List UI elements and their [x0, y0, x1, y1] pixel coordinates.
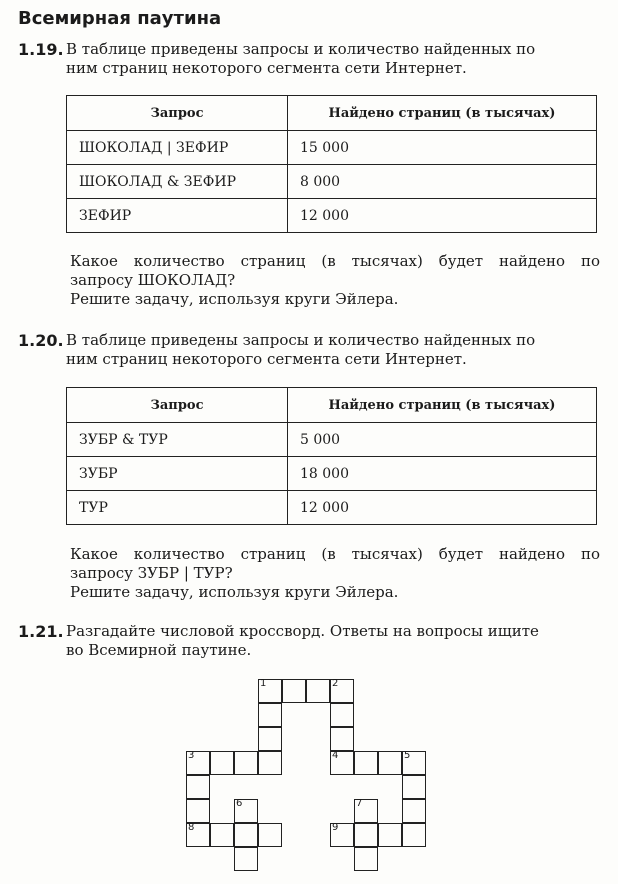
problem-text: [66, 622, 603, 660]
crossword-clue-number: 3: [188, 750, 195, 761]
problem-text: [66, 40, 603, 78]
crossword-clue-number: 9: [332, 822, 339, 833]
crossword-clue-number: 5: [404, 750, 411, 761]
crossword-cell: [234, 847, 258, 871]
query-cell: ЗУБР & ТУР: [67, 423, 288, 457]
count-cell: 5 000: [288, 423, 597, 457]
count-cell: 12 000: [288, 199, 597, 233]
crossword-cell: [234, 799, 258, 823]
crossword-cell: [234, 751, 258, 775]
crossword-cell: [282, 679, 306, 703]
crossword-cell: [330, 823, 354, 847]
crossword-cell: [186, 799, 210, 823]
table-row: [67, 457, 597, 491]
crossword-cell: [354, 751, 378, 775]
table-row: [67, 165, 597, 199]
table-row: [67, 131, 597, 165]
count-cell: 18 000: [288, 457, 597, 491]
count-cell: 15 000: [288, 131, 597, 165]
problem-line: ним страниц некоторого сегмента сети Интернет.: [66, 59, 467, 77]
problem-line: Разгадайте числовой кроссворд. Ответы на вопросы ищите: [66, 622, 539, 640]
crossword-clue-number: 6: [236, 798, 243, 809]
problem-1-20: [18, 331, 603, 602]
question-line: запросу ЗУБР | ТУР?: [70, 564, 233, 582]
crossword-cell: [330, 751, 354, 775]
crossword-clue-number: 8: [188, 822, 195, 833]
column-header: Запрос: [67, 388, 288, 423]
crossword-cell: [330, 679, 354, 703]
table-header-row: [67, 388, 597, 423]
column-header: Найдено страниц (в тысячах): [288, 388, 597, 423]
crossword-cell: [258, 679, 282, 703]
problem-line: во Всемирной паутине.: [66, 641, 252, 659]
question-line: Решите задачу, используя круги Эйлера.: [70, 290, 399, 308]
count-cell: 8 000: [288, 165, 597, 199]
query-cell: ЗЕФИР: [67, 199, 288, 233]
question-line: Решите задачу, используя круги Эйлера.: [70, 583, 399, 601]
crossword-cell: [186, 823, 210, 847]
crossword-cell: [378, 823, 402, 847]
crossword-cell: [258, 727, 282, 751]
crossword-cell: [354, 799, 378, 823]
question-line: запросу ШОКОЛАД?: [70, 271, 236, 289]
problem-line: ним страниц некоторого сегмента сети Интернет.: [66, 350, 467, 368]
crossword-cell: [354, 847, 378, 871]
problem-number: 1.20.: [18, 331, 64, 350]
column-header: Запрос: [67, 96, 288, 131]
query-table: [66, 95, 597, 233]
crossword-cell: [330, 703, 354, 727]
crossword-cell: [210, 751, 234, 775]
crossword-cell: [210, 823, 234, 847]
crossword-cell: [306, 679, 330, 703]
problem-line: В таблице приведены запросы и количество найденных по: [66, 40, 536, 58]
query-table: [66, 387, 597, 525]
crossword-cell: [402, 775, 426, 799]
crossword-cell: [402, 751, 426, 775]
crossword-cell: [402, 823, 426, 847]
crossword-cell: [258, 751, 282, 775]
crossword-cell: [258, 823, 282, 847]
question-line: Какое количество страниц (в тысячах) будет найдено по: [70, 252, 600, 270]
crossword-cell: [186, 751, 210, 775]
question-line: Какое количество страниц (в тысячах) будет найдено по: [70, 545, 600, 563]
crossword-cell: [186, 775, 210, 799]
problem-1-19: [18, 40, 603, 309]
problem-line: В таблице приведены запросы и количество найденных по: [66, 331, 536, 349]
column-header: Найдено страниц (в тысячах): [288, 96, 597, 131]
problem-number: 1.19.: [18, 40, 64, 59]
table-row: [67, 199, 597, 233]
table-row: [67, 491, 597, 525]
crossword-cell: [354, 823, 378, 847]
query-cell: ШОКОЛАД & ЗЕФИР: [67, 165, 288, 199]
crossword-cell: [378, 751, 402, 775]
section-title: Всемирная паутина: [18, 8, 222, 29]
query-cell: ШОКОЛАД | ЗЕФИР: [67, 131, 288, 165]
table-header-row: [67, 96, 597, 131]
problem-number: 1.21.: [18, 622, 64, 641]
table-row: [67, 423, 597, 457]
crossword-clue-number: 7: [356, 798, 363, 809]
crossword-clue-number: 1: [260, 678, 267, 689]
crossword-clue-number: 2: [332, 678, 339, 689]
crossword-cell: [258, 703, 282, 727]
crossword-cell: [330, 727, 354, 751]
crossword-clue-number: 4: [332, 750, 339, 761]
crossword-cell: [402, 799, 426, 823]
crossword-cell: [234, 823, 258, 847]
problem-question: [70, 252, 600, 309]
problem-question: [70, 545, 600, 602]
problem-text: [66, 331, 603, 369]
query-cell: ЗУБР: [67, 457, 288, 491]
problem-1-21: [18, 622, 603, 660]
count-cell: 12 000: [288, 491, 597, 525]
query-cell: ТУР: [67, 491, 288, 525]
